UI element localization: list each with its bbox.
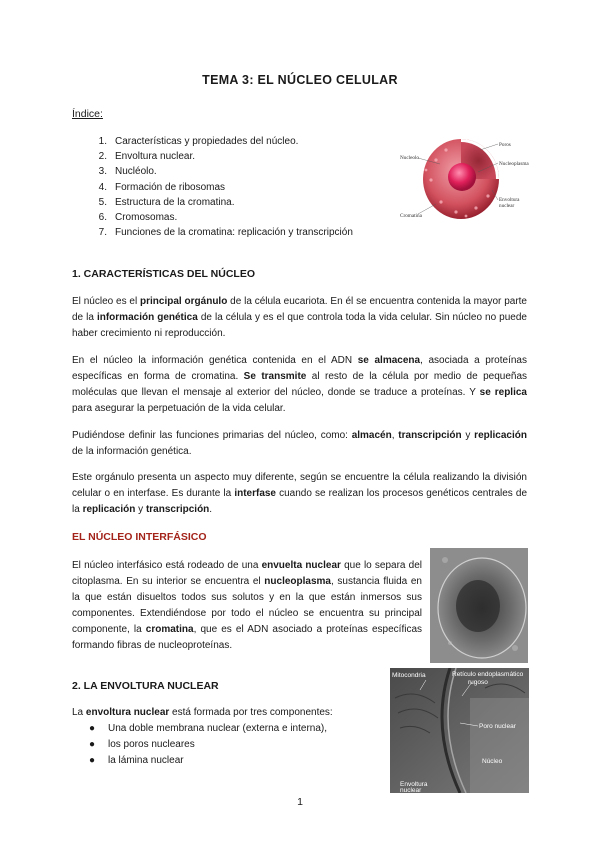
label-envoltura-2: nuclear [499,203,515,209]
page-number: 1 [297,796,303,808]
paragraph: La envoltura nuclear está formada por tres componentes: [72,707,333,718]
toc-item: 6. Cromosomas. [98,211,178,223]
table-of-contents [72,134,392,240]
label-reticulo: Retículo endoplasmático [452,671,524,678]
label-envoltura: Envoltura [400,781,428,788]
section-2-heading: 2. LA ENVOLTURA NUCLEAR [72,680,219,692]
nucleolus-shape [448,163,476,191]
toc-item: 4. Formación de ribosomas [98,181,226,193]
paragraph: El núcleo interfásico está rodeado de una envuelta nuclear que lo separa del citoplasma. En su interior se encuentra el nucleoplasma, sustancia fluida en la que están disueltos todos sus solutos y en la que están inmersos sus componentes. Extendiéndose por todo el núcleo se encuentra su principal componente, la cromatina, que es el ADN asociado a proteínas específicas formando fibras de nucleoproteínas. [72,560,422,651]
label-nucleolo: Nucleolo [400,155,420,161]
page-title: TEMA 3: EL NÚCLEO CELULAR [202,73,398,87]
toc-item: 7. Funciones de la cromatina: replicación y transcripción [98,227,353,239]
nuclear-envelope-micrograph [390,668,529,793]
label-poro: Poro nuclear [479,723,516,730]
label-envoltura-2: nuclear [400,787,422,793]
label-poros: Poros [499,142,511,148]
list-item: ● los poros nucleares [89,739,195,750]
toc-item: 5. Estructura de la cromatina. [98,196,235,208]
envelope-components-list [72,721,327,769]
interphase-heading: EL NÚCLEO INTERFÁSICO [72,531,207,543]
index-label: Índice: [72,108,103,120]
label-envoltura: Envoltura [499,197,520,203]
paragraph: En el núcleo la información genética contenida en el ADN se almacena, asociada a proteínas específicas en forma de cromatina. Se transmite al resto de la célula por medio de pequeñas moléculas que llevan el mensaje al exterior del núcleo, donde se traduce a proteínas. Y se replica para asegurar la perpetuación de la vida celular. [72,355,528,414]
label-nucleoplasma: Nucleoplasma [499,161,529,167]
label-nucleo: Núcleo [482,758,503,765]
label-mitocondria: Mitocondria [392,672,426,679]
nucleus-illustration [396,130,536,235]
paragraph: El núcleo es el principal orgánulo de la célula eucariota. En él se encuentra contenida la mayor parte de la información genética de la célula y es el que controla toda la vida celular. Sin núcleo no puede haber crecimiento ni reproducción. [72,296,527,339]
label-cromatina: Cromatina [400,213,422,219]
label-reticulo-2: rugoso [468,679,488,686]
list-item: ● la lámina nuclear [89,755,184,766]
interphase-nucleus-micrograph [430,548,528,663]
list-item: ● Una doble membrana nuclear (externa e interna), [89,723,328,734]
paragraph: Pudiéndose definir las funciones primarias del núcleo, como: almacén, transcripción y replicación de la información genética. [72,430,527,457]
toc-item: 2. Envoltura nuclear. [98,151,196,163]
paragraph: Este orgánulo presenta un aspecto muy diferente, según se encuentre la célula realizando la división celular o en interfase. Es durante la interfase cuando se realizan los procesos genéticos centrales de la replicación y transcripción. [72,472,528,515]
toc-item: 3. Nucléolo. [98,166,157,178]
toc-item: 1. Características y propiedades del núcleo. [98,136,299,147]
section-1-heading: 1. CARACTERÍSTICAS DEL NÚCLEO [72,268,255,280]
